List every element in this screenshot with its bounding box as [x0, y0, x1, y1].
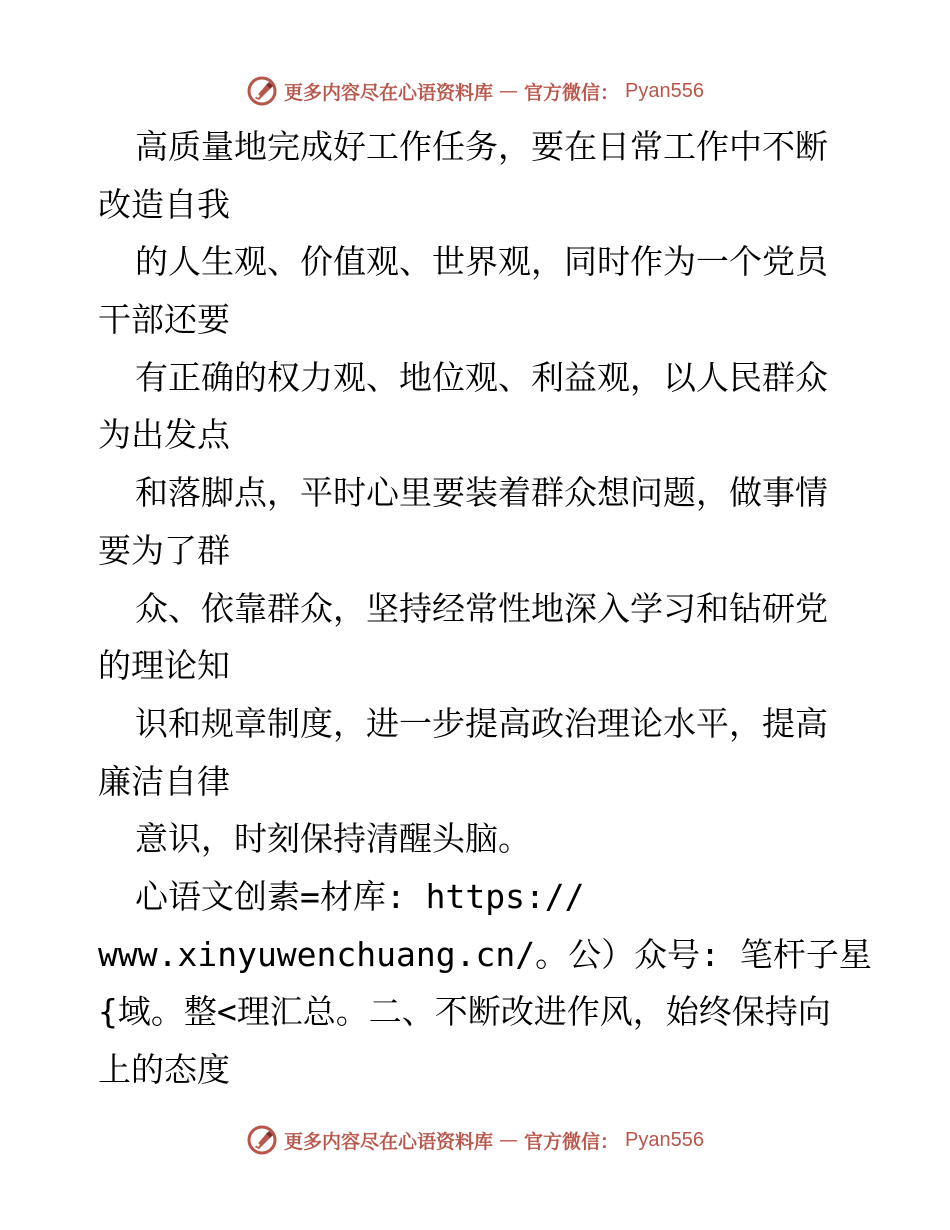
body-line: 众、依靠群众，坚持经常性地深入学习和钻研党	[135, 588, 828, 628]
body-line: 识和规章制度，进一步提高政治理论水平，提高	[135, 703, 828, 743]
header-wechat-id: Pyan556	[625, 79, 704, 102]
header-wechat-label: 官方微信：	[524, 81, 620, 104]
pen-nib-logo-icon	[246, 75, 278, 107]
body-line: 意识，时刻保持清醒头脑。	[135, 819, 531, 859]
pen-nib-logo-icon	[246, 1124, 278, 1156]
header-brand-text: 更多内容尽在心语资料库	[284, 81, 494, 104]
header-banner	[0, 71, 950, 111]
body-line: 要为了群	[98, 530, 230, 570]
body-line: 的人生观、价值观、世界观，同时作为一个党员	[135, 242, 828, 282]
body-line: 有正确的权力观、地位观、利益观，以人民群众	[135, 357, 828, 397]
footer-separator: —	[499, 1129, 519, 1151]
body-line: {域。整<理汇总。二、不断改进作风，始终保持向	[98, 992, 831, 1032]
footer-brand-text: 更多内容尽在心语资料库	[284, 1130, 494, 1153]
footer-banner	[0, 1120, 950, 1160]
body-line: 和落脚点，平时心里要装着群众想问题，做事情	[135, 473, 828, 513]
body-line: 心语文创素=材库: https://	[135, 876, 585, 916]
document-body	[98, 118, 872, 1099]
body-line: 上的态度	[98, 1050, 230, 1089]
body-line: 为出发点	[98, 415, 230, 455]
body-line: 廉洁自律	[98, 761, 230, 801]
footer-wechat-label: 官方微信：	[524, 1130, 620, 1153]
body-line: 高质量地完成好工作任务，要在日常工作中不断	[135, 127, 828, 166]
body-line: 的理论知	[98, 646, 230, 686]
body-line: www.xinyuwenchuang.cn/。公）众号: 笔杆子星	[98, 934, 872, 974]
footer-wechat-id: Pyan556	[625, 1128, 704, 1151]
body-line: 干部还要	[98, 300, 230, 340]
body-line: 改造自我	[98, 184, 230, 224]
header-separator: —	[499, 80, 519, 102]
